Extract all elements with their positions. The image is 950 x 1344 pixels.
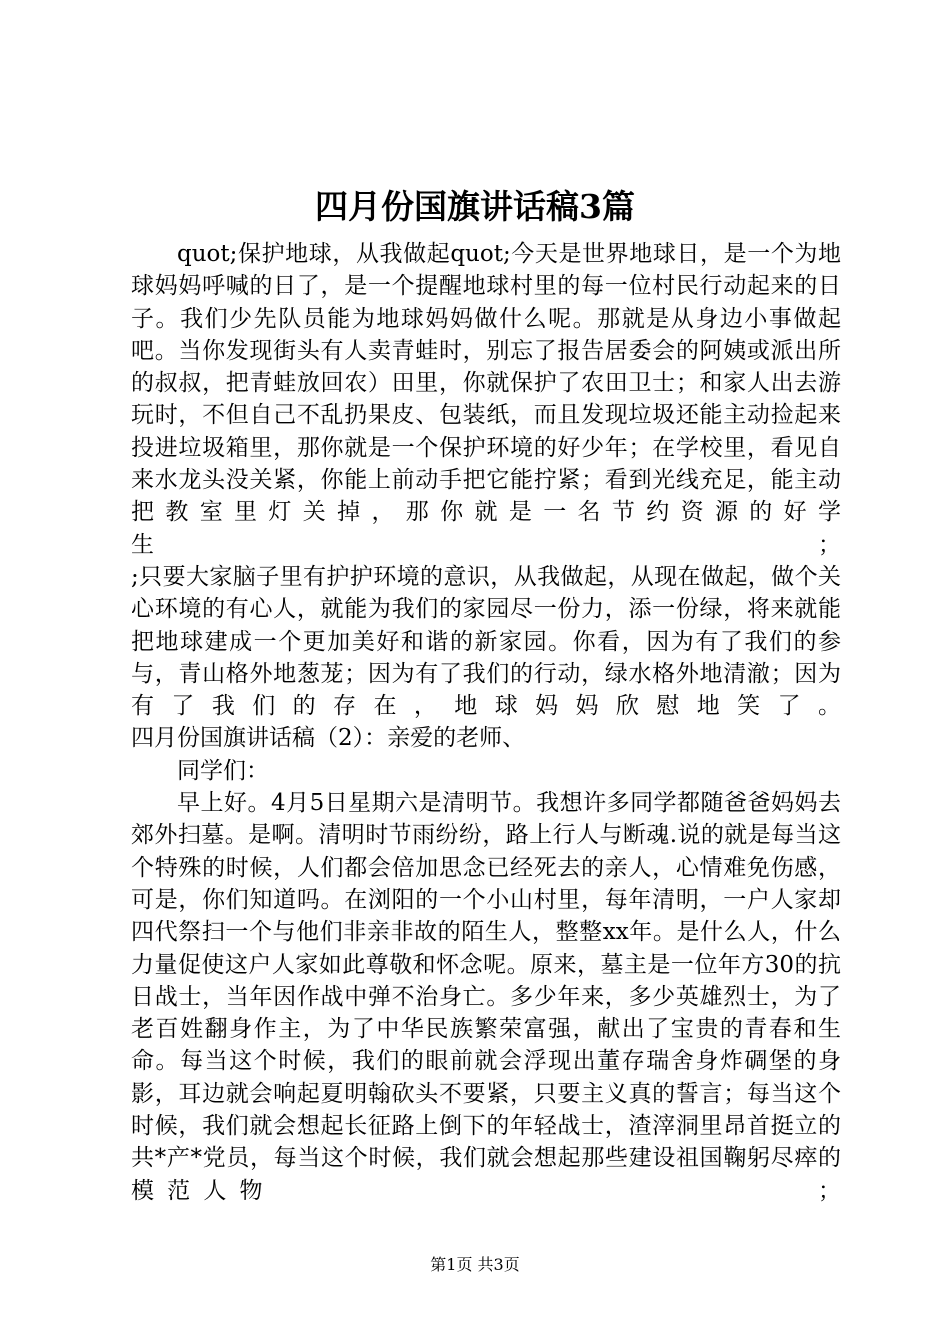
paragraph-environment: ;只要大家脑子里有护护环境的意识，从我做起，从现在做起，做个关心环境的有心人，就能为我们的家园尽一份力，添一份绿，将来就能把地球建成一个更加美好和谐的新家园。你看，因为有了我们的参与，青山格外地葱茏；因为有了我们的行动，绿水格外地清澈；因为有了我们的存在，地球妈妈欣慰地笑了。 xyxy=(131,563,841,720)
document-body xyxy=(131,238,841,1207)
page-footer: 第1页 共3页 xyxy=(430,1255,520,1274)
paragraph-qingming: 早上好。4月5日星期六是清明节。我想许多同学都随爸爸妈妈去郊外扫墓。是啊。清明时节雨纷纷，路上行人与断魂.说的就是每当这个特殊的时候，人们都会倍加思念已经死去的亲人，心情难免伤感，可是，你们知道吗。在浏阳的一个小山村里，每年清明，一户人家却四代祭扫一个与他们非亲非故的陌生人，整整xx年。是什么人，什么力量促使这户人家如此尊敬和怀念呢。原来，墓主是一位年方30的抗日战士，当年因作战中弹不治身亡。多少年来，多少英雄烈士，为了老百姓翻身作主，为了中华民族繁荣富强，献出了宝贵的青春和生命。每当这个时候，我们的眼前就会浮现出董存瑞舍身炸碉堡的身影，耳边就会响起夏明翰砍头不要紧，只要主义真的誓言；每当这个时候，我们就会想起长征路上倒下的年轻战士，渣滓洞里昂首挺立的共*产*党员，每当这个时候，我们就会想起那些建设祖国鞠躬尽瘁的模范人物 ； xyxy=(131,790,841,1204)
document-title: 四月份国旗讲话稿3篇 xyxy=(315,187,635,226)
paragraph-earth-day: quot;保护地球，从我做起quot;今天是世界地球日，是一个为地球妈妈呼喊的日了，是一个提醒地球村里的每一位村民行动起来的日子。我们少先队员能为地球妈妈做什么呢。那就是从身边小事做起吧。当你发现街头有人卖青蛙时，别忘了报告居委会的阿姨或派出所的叔叔，把青蛙放回农）田里，你就保护了农田卫士；和家人出去游玩时，不但自己不乱扔果皮、包装纸，而且发现垃圾还能主动捡起来投进垃圾箱里，那你就是一个保护环境的好少年；在学校里，看见自来水龙头没关紧，你能上前动手把它能拧紧；看到光线充足，能主动把教室里灯关掉，那你就是一名节约资源的好学生 ； xyxy=(131,241,841,558)
paragraph-speech-2-heading: 四月份国旗讲话稿（2）：亲爱的老师、 xyxy=(131,725,526,752)
paragraph-greeting: 同学们： xyxy=(177,757,269,784)
